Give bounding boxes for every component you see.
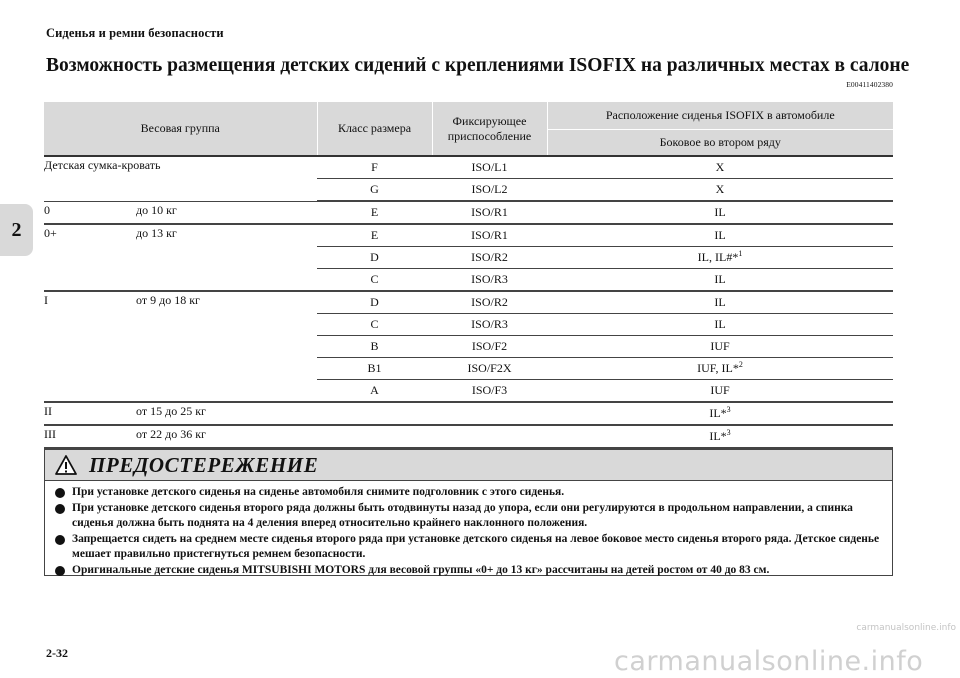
group-cell: [44, 402, 317, 425]
location-value: IUF: [710, 383, 730, 397]
table-row: [44, 201, 893, 224]
size-cell: D: [317, 247, 432, 269]
header-weight-group: Весовая группа: [44, 102, 317, 156]
warning-text: При установке детского сиденья на сиденье автомобиля снимите подголовник с этого сиденья.: [72, 486, 565, 498]
size-cell: E: [317, 224, 432, 247]
fixture-cell: ISO/R2: [432, 291, 547, 314]
location-cell: [547, 247, 893, 269]
size-cell: B1: [317, 358, 432, 380]
warning-text: При установке детского сиденья второго ряда должны быть отодвинуты назад до упора, если они регулируются в продольном направлении, а спинка сиденья должна быть поднята на 4 деления вперед относительно крайнего наклонного положения.: [72, 501, 853, 529]
location-cell: [547, 201, 893, 224]
list-item: [55, 532, 886, 563]
warning-triangle-icon: [55, 455, 77, 475]
fixture-cell: ISO/F2: [432, 336, 547, 358]
table-row: [44, 156, 893, 179]
footnote-mark: 3: [726, 428, 731, 437]
fixture-cell: [432, 402, 547, 425]
size-cell: C: [317, 314, 432, 336]
size-cell: D: [317, 291, 432, 314]
watermark-small: carmanualsonline.info: [856, 623, 956, 633]
table-row: [44, 425, 893, 448]
location-cell: [547, 269, 893, 292]
footnote-mark: 3: [726, 405, 731, 414]
list-item: [55, 563, 886, 579]
location-value: X: [715, 182, 725, 196]
bullet-icon: [55, 488, 65, 498]
location-value: IL: [714, 317, 726, 331]
bullet-icon: [55, 535, 65, 545]
fixture-cell: ISO/R2: [432, 247, 547, 269]
location-value: IL: [714, 272, 726, 286]
fixture-cell: ISO/F2X: [432, 358, 547, 380]
running-header: Сиденья и ремни безопасности: [46, 26, 224, 40]
page-title: Возможность размещения детских сидений с креплениями ISOFIX на различных местах в салоне: [46, 55, 910, 76]
header-location-sub: Боковое во втором ряду: [547, 130, 893, 157]
warning-box: [44, 449, 893, 576]
group-weight: до 10 кг: [136, 202, 177, 217]
header-fixture: Фиксирующее приспособление: [432, 102, 547, 156]
location-cell: [547, 425, 893, 448]
location-cell: [547, 402, 893, 425]
isofix-table: [44, 102, 893, 449]
table-row: [44, 224, 893, 247]
group-name: III: [44, 427, 56, 441]
size-cell: B: [317, 336, 432, 358]
location-value: IUF, IL*: [697, 361, 739, 375]
header-location: Расположение сиденья ISOFIX в автомобиле: [547, 102, 893, 130]
fixture-cell: ISO/R1: [432, 224, 547, 247]
document-code: E00411402380: [846, 80, 893, 89]
chapter-tab: 2: [0, 204, 33, 256]
location-value: IL, IL#*: [697, 250, 739, 264]
fixture-cell: ISO/L2: [432, 179, 547, 202]
location-cell: [547, 358, 893, 380]
location-value: X: [715, 160, 725, 174]
list-item: [55, 485, 886, 501]
group-name: II: [44, 404, 52, 418]
location-cell: [547, 336, 893, 358]
group-cell: [44, 425, 317, 448]
group-weight: от 22 до 36 кг: [136, 427, 206, 441]
location-value: IL: [714, 295, 726, 309]
size-cell: [317, 425, 432, 448]
fixture-cell: ISO/R3: [432, 314, 547, 336]
watermark: carmanualsonline.info: [614, 646, 924, 677]
group-name: I: [44, 293, 48, 307]
group-weight: от 15 до 25 кг: [136, 404, 206, 418]
fixture-cell: ISO/L1: [432, 156, 547, 179]
list-item: [55, 501, 886, 532]
group-cell: [44, 201, 317, 224]
size-cell: G: [317, 179, 432, 202]
location-value: IL: [714, 205, 726, 219]
fixture-cell: [432, 425, 547, 448]
footnote-mark: 2: [738, 360, 743, 369]
size-cell: A: [317, 380, 432, 403]
warning-text: Оригинальные детские сиденья MITSUBISHI MOTORS для весовой группы «0+ до 13 кг» рассчитаны на детей ростом от 40 до 83 см.: [72, 563, 770, 576]
size-cell: E: [317, 201, 432, 224]
location-value: IL*: [709, 406, 727, 420]
fixture-cell: ISO/R1: [432, 201, 547, 224]
fixture-cell: ISO/R3: [432, 269, 547, 292]
location-cell: [547, 156, 893, 179]
table-row: [44, 291, 893, 314]
group-cell: [44, 224, 317, 291]
bullet-icon: [55, 504, 65, 514]
warning-list: [45, 481, 892, 578]
location-cell: [547, 314, 893, 336]
location-cell: [547, 224, 893, 247]
location-value: IL: [714, 228, 726, 242]
bullet-icon: [55, 566, 65, 576]
group-name: 0: [44, 202, 50, 217]
warning-text: Запрещается сидеть на среднем месте сиденья второго ряда при установке детского сиденья на левое боковое место сиденья второго ряда. Детское сиденье мешает правильно пристегнуться ремнем безопасности.: [72, 532, 880, 560]
location-value: IL*: [709, 429, 727, 443]
group-cell: [44, 291, 317, 402]
warning-header: [45, 450, 892, 481]
location-value: IUF: [710, 339, 730, 353]
header-size-class: Класс размера: [317, 102, 432, 156]
group-cell: [44, 156, 317, 201]
group-name: 0+: [44, 226, 57, 240]
table-row: [44, 402, 893, 425]
group-weight: до 13 кг: [136, 226, 177, 240]
size-cell: F: [317, 156, 432, 179]
page-number: 2-32: [46, 646, 68, 660]
footnote-mark: 1: [738, 249, 743, 258]
size-cell: C: [317, 269, 432, 292]
fixture-cell: ISO/F3: [432, 380, 547, 403]
location-cell: [547, 291, 893, 314]
location-cell: [547, 380, 893, 403]
location-cell: [547, 179, 893, 202]
size-cell: [317, 402, 432, 425]
warning-title: ПРЕДОСТЕРЕЖЕНИЕ: [89, 452, 319, 477]
group-weight: от 9 до 18 кг: [136, 293, 200, 307]
group-name: Детская сумка-кровать: [44, 158, 161, 172]
